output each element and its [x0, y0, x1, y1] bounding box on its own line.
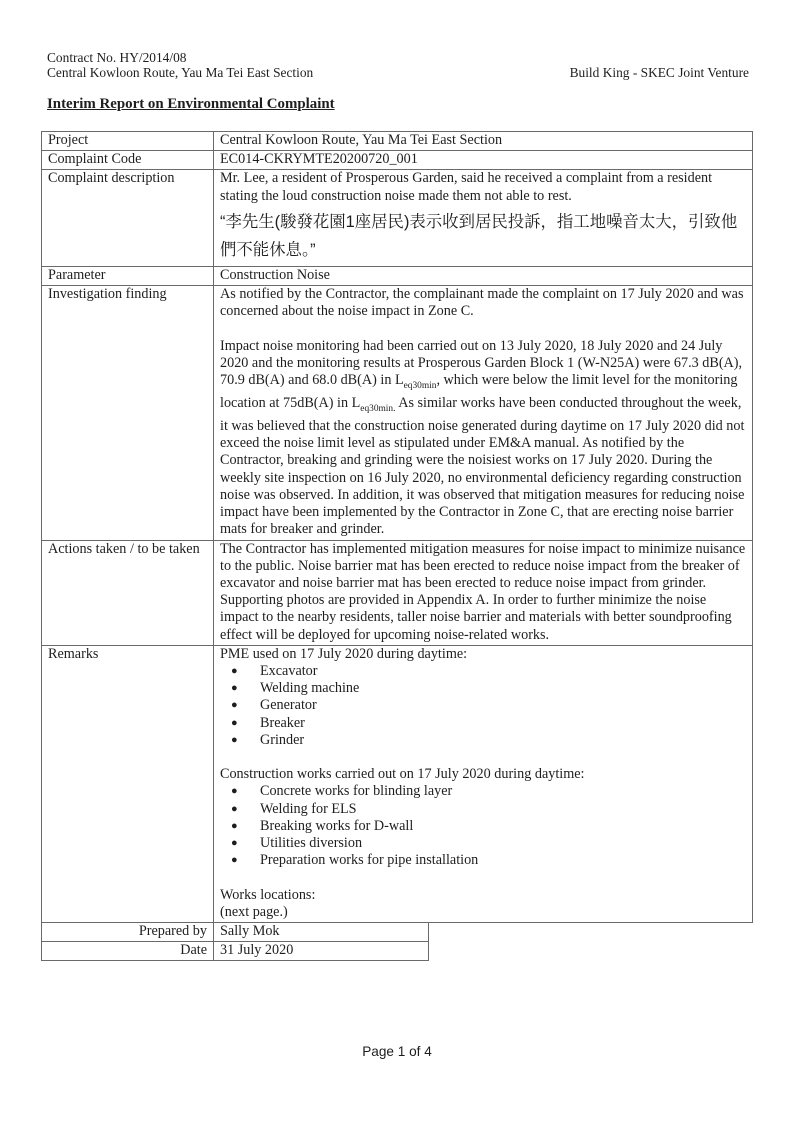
complaint-code-value: EC014-CKRYMTE20200720_001: [214, 151, 753, 170]
parameter-label: Parameter: [42, 266, 214, 285]
pme-list-item: ● Generator: [220, 697, 746, 714]
project-value: Central Kowloon Route, Yau Ma Tei East Section: [214, 132, 753, 151]
table-row-prepared-by: [42, 922, 429, 941]
investigation-paragraph-1: As notified by the Contractor, the complainant made the complaint on 17 July 2020 and was concerned about the noise impact in Zone C.: [220, 286, 744, 320]
report-title: Interim Report on Environmental Complaint: [47, 96, 335, 112]
report-body: [41, 131, 753, 961]
construction-works-list-item: ● Utilities diversion: [220, 835, 746, 852]
report-table: [41, 131, 753, 923]
date-value: 31 July 2020: [214, 942, 429, 961]
signoff-table: [41, 922, 429, 961]
blank-line: [220, 749, 746, 766]
table-row-complaint-description: [42, 170, 753, 266]
complaint-description-chinese: “李先生(駿發花園1座居民)表示收到居民投訴，指工地噪音太大，引致他們不能休息。”: [220, 212, 738, 260]
header-line-2: [47, 66, 749, 81]
prepared-by-label: Prepared by: [42, 922, 214, 941]
construction-works-list-item: ● Preparation works for pipe installation: [220, 852, 746, 869]
construction-works-list-item: ● Welding for ELS: [220, 801, 746, 818]
joint-venture-name: Build King - SKEC Joint Venture: [569, 64, 749, 80]
table-row-date: [42, 942, 429, 961]
parameter-value: Construction Noise: [214, 266, 753, 285]
construction-works-heading: Construction works carried out on 17 July 2020 during daytime:: [220, 766, 585, 783]
table-row-complaint-code: [42, 151, 753, 170]
project-name: Central Kowloon Route, Yau Ma Tei East Section: [47, 64, 314, 80]
investigation-finding-value: [214, 286, 753, 540]
pme-list-item: ● Breaker: [220, 715, 746, 732]
complaint-description-english: Mr. Lee, a resident of Prosperous Garden, said he received a complaint from a resident stating the loud construction noise made them not able to rest.: [220, 170, 713, 204]
project-label: Project: [42, 132, 214, 151]
table-row-remarks: [42, 645, 753, 922]
contract-number: Contract No. HY/2014/08: [47, 50, 187, 65]
pme-list-item: ● Excavator: [220, 663, 746, 680]
date-label: Date: [42, 942, 214, 961]
investigation-finding-label: Investigation finding: [42, 286, 214, 540]
page-number: Page 1 of 4: [362, 1044, 432, 1059]
table-row-investigation-finding: [42, 286, 753, 540]
blank-line: [220, 869, 746, 886]
pme-list-item: ● Grinder: [220, 732, 746, 749]
document-header: [47, 51, 749, 81]
pme-heading: PME used on 17 July 2020 during daytime:: [220, 645, 468, 662]
actions-taken-label: Actions taken / to be taken: [42, 540, 214, 645]
construction-works-list-item: ● Concrete works for blinding layer: [220, 783, 746, 800]
works-locations-heading: Works locations:: [220, 886, 316, 903]
remarks-label: Remarks: [42, 645, 214, 922]
table-row-parameter: [42, 266, 753, 285]
investigation-paragraph-2: Impact noise monitoring had been carried out on 13 July 2020, 18 July 2020 and 24 July 2020 and the monitoring results at Prosperous Garden Block 1 (W-N25A) were 67.3 dB(A), 70.9 dB(A) and 68.0 dB(A) in $L_{eq30min}$, which were below the limit level for the monitoring location at 75dB(A) in $L_{eq30min.}$ As similar works have been conducted throughout the week, it was believed that the construction noise generated during daytime on 17 July 2020 did not exceed the noise limit level as stipulated under EM&A manual. As notified by the Contractor, breaking and grinding were the noisiest works on 17 July 2020. During the weekly site inspection on 16 July 2020, no environmental deficiency regarding construction noise was observed. In addition, it was observed that mitigation measures for reducing noise impact have been implemented by the Contractor in Zone C, that are erecting noise barrier mats for breaker and grinder.: [220, 337, 745, 538]
complaint-code-label: Complaint Code: [42, 151, 214, 170]
pme-list-item: ● Welding machine: [220, 680, 746, 697]
complaint-description-label: Complaint description: [42, 170, 214, 266]
table-row-project: [42, 132, 753, 151]
complaint-description-value: [214, 170, 753, 266]
works-locations-note: (next page.): [220, 903, 288, 920]
actions-taken-value: The Contractor has implemented mitigation measures for noise impact to minimize nuisance to the public. Noise barrier mat has been erected to reduce noise impact from the breaker of excavator and noise barrier mat has been erected to reduce noise impact from grinder. Supporting photos are provided in Appendix A. In order to further minimize the noise impact to the nearby residents, taller noise barrier and materials with better soundproofing effect will be deployed for upcoming noise-related works.: [214, 540, 753, 645]
remarks-value: [214, 645, 753, 922]
table-row-actions-taken: [42, 540, 753, 645]
prepared-by-value: Sally Mok: [214, 922, 429, 941]
construction-works-list-item: ● Breaking works for D-wall: [220, 818, 746, 835]
